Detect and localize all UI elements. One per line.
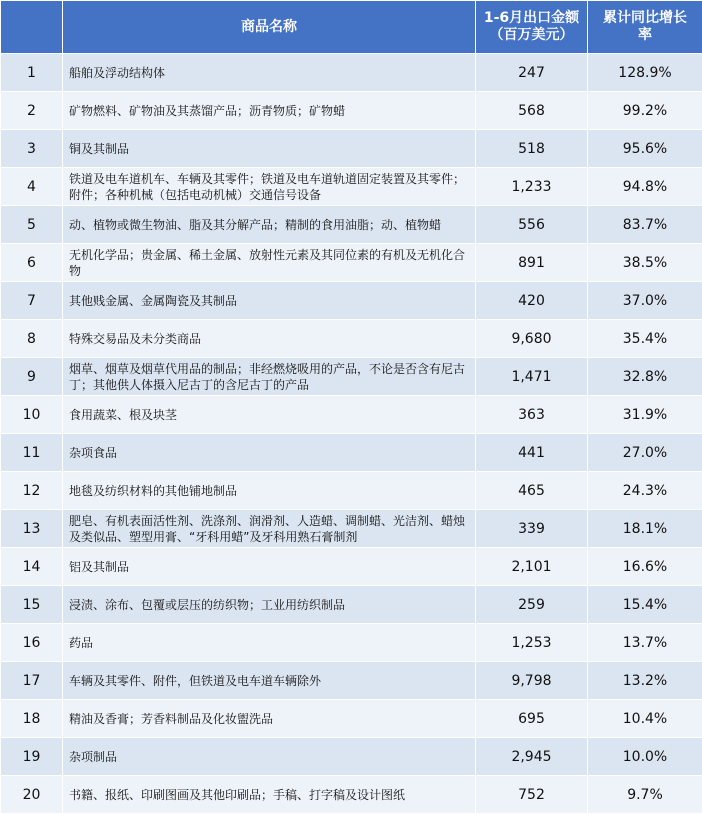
table-row	[1, 396, 702, 434]
header-name: 商品名称	[63, 1, 476, 54]
row-rank: 1	[1, 54, 63, 92]
header-value-line1: 1-6月出口金额	[482, 10, 581, 27]
table-row	[1, 244, 702, 282]
row-name: 地毯及纺织材料的其他铺地制品	[63, 472, 476, 510]
row-value: 568	[476, 92, 588, 130]
table-row	[1, 130, 702, 168]
row-name: 食用蔬菜、根及块茎	[63, 396, 476, 434]
table-row	[1, 548, 702, 586]
row-value: 247	[476, 54, 588, 92]
row-value: 1,253	[476, 624, 588, 662]
row-name: 铝及其制品	[63, 548, 476, 586]
table-row	[1, 54, 702, 92]
table-row	[1, 472, 702, 510]
header-yoy-line2: 率	[594, 27, 696, 44]
row-name: 杂项食品	[63, 434, 476, 472]
row-value: 259	[476, 586, 588, 624]
row-yoy: 35.4%	[588, 320, 702, 358]
row-yoy: 83.7%	[588, 206, 702, 244]
table-row	[1, 168, 702, 206]
row-value: 363	[476, 396, 588, 434]
table-row	[1, 700, 702, 738]
row-yoy: 37.0%	[588, 282, 702, 320]
row-name: 车辆及其零件、附件，但铁道及电车道车辆除外	[63, 662, 476, 700]
table-row	[1, 662, 702, 700]
row-yoy: 16.6%	[588, 548, 702, 586]
row-yoy: 32.8%	[588, 358, 702, 396]
row-yoy: 94.8%	[588, 168, 702, 206]
row-yoy: 13.7%	[588, 624, 702, 662]
row-name: 书籍、报纸、印刷图画及其他印刷品；手稿、打字稿及设计图纸	[63, 776, 476, 814]
table-row	[1, 510, 702, 548]
row-rank: 10	[1, 396, 63, 434]
row-yoy: 128.9%	[588, 54, 702, 92]
row-yoy: 99.2%	[588, 92, 702, 130]
header-yoy	[588, 1, 702, 54]
row-name: 动、植物或微生物油、脂及其分解产品；精制的食用油脂；动、植物蜡	[63, 206, 476, 244]
table-row	[1, 624, 702, 662]
row-name: 铁道及电车道机车、车辆及其零件；铁道及电车道轨道固定装置及其零件；附件；各种机械（包括电动机械）交通信号设备	[63, 168, 476, 206]
row-rank: 15	[1, 586, 63, 624]
row-value: 695	[476, 700, 588, 738]
row-yoy: 38.5%	[588, 244, 702, 282]
row-value: 339	[476, 510, 588, 548]
row-name: 铜及其制品	[63, 130, 476, 168]
row-rank: 19	[1, 738, 63, 776]
row-rank: 12	[1, 472, 63, 510]
row-yoy: 9.7%	[588, 776, 702, 814]
header-rank	[1, 1, 63, 54]
row-value: 2,101	[476, 548, 588, 586]
row-yoy: 13.2%	[588, 662, 702, 700]
table-row	[1, 282, 702, 320]
row-rank: 13	[1, 510, 63, 548]
table-header	[1, 1, 702, 54]
header-yoy-line1: 累计同比增长	[594, 10, 696, 27]
row-rank: 5	[1, 206, 63, 244]
row-rank: 9	[1, 358, 63, 396]
row-name: 船舶及浮动结构体	[63, 54, 476, 92]
row-rank: 7	[1, 282, 63, 320]
table-row	[1, 206, 702, 244]
row-yoy: 27.0%	[588, 434, 702, 472]
row-rank: 16	[1, 624, 63, 662]
row-yoy: 10.4%	[588, 700, 702, 738]
table-row	[1, 776, 702, 814]
row-name: 其他贱金属、金属陶瓷及其制品	[63, 282, 476, 320]
row-value: 1,233	[476, 168, 588, 206]
row-value: 465	[476, 472, 588, 510]
row-rank: 6	[1, 244, 63, 282]
row-value: 518	[476, 130, 588, 168]
row-yoy: 24.3%	[588, 472, 702, 510]
row-yoy: 31.9%	[588, 396, 702, 434]
row-value: 1,471	[476, 358, 588, 396]
row-name: 烟草、烟草及烟草代用品的制品；非经燃烧吸用的产品，不论是否含有尼古丁；其他供人体摄入尼古丁的含尼古丁的产品	[63, 358, 476, 396]
row-rank: 8	[1, 320, 63, 358]
table-row	[1, 586, 702, 624]
row-name: 浸渍、涂布、包覆或层压的纺织物；工业用纺织制品	[63, 586, 476, 624]
row-value: 9,680	[476, 320, 588, 358]
row-value: 556	[476, 206, 588, 244]
row-yoy: 10.0%	[588, 738, 702, 776]
row-value: 752	[476, 776, 588, 814]
row-value: 9,798	[476, 662, 588, 700]
table-body	[1, 54, 702, 814]
row-name: 药品	[63, 624, 476, 662]
header-value	[476, 1, 588, 54]
row-rank: 17	[1, 662, 63, 700]
row-rank: 2	[1, 92, 63, 130]
header-value-line2: （百万美元）	[482, 27, 581, 44]
table-row	[1, 320, 702, 358]
row-name: 肥皂、有机表面活性剂、洗涤剂、润滑剂、人造蜡、调制蜡、光洁剂、蜡烛及类似品、塑型用膏、“牙科用蜡”及牙科用熟石膏制剂	[63, 510, 476, 548]
row-rank: 4	[1, 168, 63, 206]
row-value: 441	[476, 434, 588, 472]
row-rank: 18	[1, 700, 63, 738]
header-row	[1, 1, 702, 54]
row-rank: 3	[1, 130, 63, 168]
row-name: 特殊交易品及未分类商品	[63, 320, 476, 358]
row-value: 2,945	[476, 738, 588, 776]
row-name: 杂项制品	[63, 738, 476, 776]
row-yoy: 15.4%	[588, 586, 702, 624]
row-name: 矿物燃料、矿物油及其蒸馏产品；沥青物质；矿物蜡	[63, 92, 476, 130]
table-row	[1, 92, 702, 130]
table-row	[1, 738, 702, 776]
table-row	[1, 358, 702, 396]
row-yoy: 95.6%	[588, 130, 702, 168]
row-rank: 14	[1, 548, 63, 586]
row-yoy: 18.1%	[588, 510, 702, 548]
table-row	[1, 434, 702, 472]
row-name: 无机化学品；贵金属、稀土金属、放射性元素及其同位素的有机及无机化合物	[63, 244, 476, 282]
row-name: 精油及香膏；芳香料制品及化妆盥洗品	[63, 700, 476, 738]
row-value: 420	[476, 282, 588, 320]
row-rank: 11	[1, 434, 63, 472]
row-rank: 20	[1, 776, 63, 814]
row-value: 891	[476, 244, 588, 282]
